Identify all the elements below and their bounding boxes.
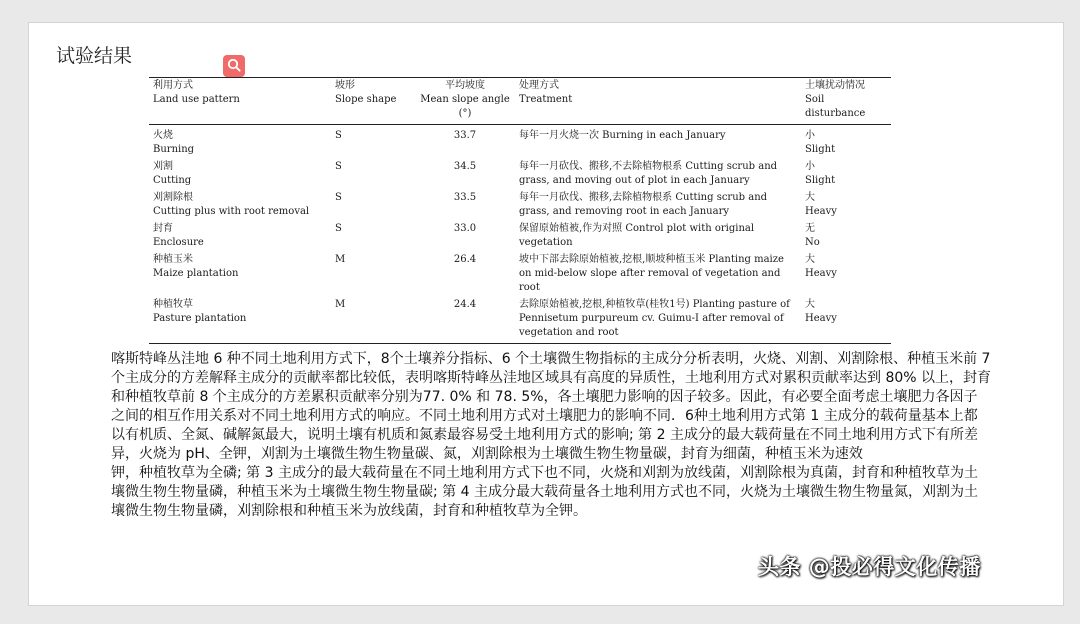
cell-slope-angle: 34.5 [453, 161, 477, 172]
cell-soil-disturbance: 大 Heavy [801, 296, 891, 344]
land-use-table [149, 77, 891, 344]
cell-slope-shape: M [331, 296, 415, 344]
header-treatment: 处理方式 Treatment [515, 78, 801, 125]
cell-treatment: 去除原始植被,挖根,种植牧草(桂牧1号) Planting pasture of Pennisetum purpureum cv. Guimu-I after removal of vegetation and root [515, 296, 801, 344]
cell-soil-disturbance: 小 Slight [805, 130, 836, 155]
cell-slope-angle: 33.5 [453, 192, 477, 203]
cell-treatment: 坡中下部去除原始植被,挖根,顺坡种植玉米 Planting maize on mid-below slope after removal of vegetation and root [519, 254, 784, 293]
cell-land-use: 刈割 Cutting [153, 161, 192, 186]
cell-land-use: 种植牧草 Pasture plantation [149, 296, 331, 344]
table-row [149, 158, 891, 189]
results-paragraph-2: 钾，种植牧草为全磷; 第 3 主成分的最大载荷量在不同土地利用方式下也不同，火烧和刈割为放线菌，刈割除根为真菌，封育和种植牧草为土壤微生物生物量磷，种植玉米为土壤微生物生物量碳; 第 4 主成分最大载荷量各土地利用方式也不同，火烧为土壤微生物生物量氮，刈割为土壤微生物生物量磷，刈割除根和种植玉米为放线菌，封育和种植牧草为全钾。 [111, 465, 978, 519]
header-slope-angle: 平均坡度 Mean slope angle (°) [415, 78, 515, 125]
cell-slope-shape: S [335, 223, 342, 234]
cell-slope-angle: 33.7 [453, 130, 477, 141]
cell-slope-shape: M [335, 254, 346, 265]
cell-land-use: 封育 Enclosure [153, 223, 204, 248]
table-header-row [149, 78, 891, 125]
cell-soil-disturbance: 大 Heavy [805, 192, 837, 217]
cell-treatment: 每年一月火烧一次 Burning in each January [519, 130, 726, 141]
table-row [149, 125, 891, 159]
search-button[interactable] [223, 55, 245, 77]
table-row [149, 251, 891, 296]
cell-slope-angle: 24.4 [415, 296, 515, 344]
cell-treatment: 每年一月砍伐、搬移,去除植物根系 Cutting scrub and grass, and removing root in each January [519, 192, 768, 217]
cell-soil-disturbance: 小 Slight [805, 161, 836, 186]
cell-slope-angle: 33.0 [453, 223, 477, 234]
cell-soil-disturbance: 大 Heavy [805, 254, 837, 279]
cell-land-use: 火烧 Burning [153, 130, 195, 155]
header-soil-disturbance: 土壤扰动情况 Soil disturbance [801, 78, 891, 125]
table-row [149, 189, 891, 220]
search-icon [227, 57, 241, 76]
cell-slope-angle: 26.4 [453, 254, 477, 265]
cell-slope-shape: S [335, 130, 342, 141]
table-row [149, 296, 891, 344]
header-land-use: 利用方式 Land use pattern [149, 78, 331, 125]
cell-land-use: 刈割除根 Cutting plus with root removal [153, 192, 310, 217]
header-slope-shape: 坡形 Slope shape [331, 78, 415, 125]
cell-treatment: 每年一月砍伐、搬移,不去除植物根系 Cutting scrub and grass, and moving out of plot in each January [519, 161, 778, 186]
cell-slope-shape: S [335, 161, 342, 172]
cell-soil-disturbance: 无 No [805, 223, 820, 248]
cell-land-use: 种植玉米 Maize plantation [153, 254, 239, 279]
cell-slope-shape: S [335, 192, 342, 203]
page-title: 试验结果 [56, 45, 133, 67]
cell-treatment: 保留原始植被,作为对照 Control plot with original vegetation [519, 223, 755, 248]
slide [28, 22, 1064, 606]
results-text [111, 350, 991, 521]
results-paragraph-1: 喀斯特峰丛洼地 6 种不同土地利用方式下，8个土壤养分指标、6 个土壤微生物指标的主成分分析表明，火烧、刈割、刈割除根、种植玉米前 7 个主成分的方差解释主成分的贡献率都比较低，表明喀斯特峰丛洼地区域具有高度的异质性，土地利用方式对累积贡献率达到 80% 以上，封育和种植牧草前 8 个主成分的方差累积贡献率分别为77. 0% 和 78. 5%，各土壤肥力影响的因子较多。因此，有必要全面考虑土壤肥力各因子之间的相互作用关系对不同土地利用方式的响应。不同土地利用方式对土壤肥力的影响不同．6种土地利用方式第 1 主成分的载荷量基本上都以有机质、全氮、碱解氮最大，说明土壤有机质和氮素最容易受土地利用方式的影响; 第 2 主成分的最大载荷量在不同土地利用方式下有所差异，火烧为 pH、全钾，刈割为土壤微生物生物量碳、氮，刈割除根为土壤微生物生物量碳，封育为细菌，种植玉米为速效 [111, 351, 992, 462]
table-row [149, 220, 891, 251]
watermark: 头条 @投必得文化传播 [758, 555, 981, 579]
